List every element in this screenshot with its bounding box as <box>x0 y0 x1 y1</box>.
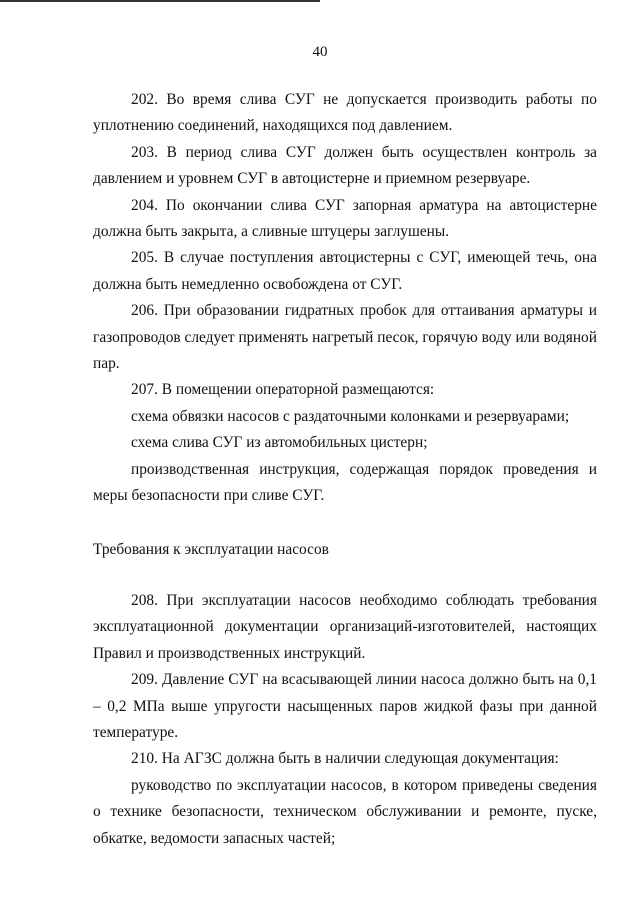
paragraph-203: 203. В период слива СУГ должен быть осуществлен контроль за давлением и уровнем СУГ в автоцистерне и приемном резервуаре. <box>93 143 597 188</box>
section-heading: Требования к эксплуатации насосов <box>93 540 329 558</box>
list-item-pump-manual: руководство по эксплуатации насосов, в котором приведены сведения о технике безопасности, техническом обслуживании и ремонте, пуске, обкатке, ведомости запасных частей; <box>93 776 597 847</box>
paragraph-206: 206. При образовании гидратных пробок для оттаивания арматуры и газопроводов следует применять нагретый песок, горячую воду или водяной пар. <box>93 302 597 373</box>
list-item-pump-scheme: схема обвязки насосов с раздаточными колонками и резервуарами; <box>131 407 570 425</box>
scan-top-edge-line <box>0 0 320 2</box>
paragraph-207: 207. В помещении операторной размещаются: <box>131 381 435 399</box>
paragraph-209: 209. Давление СУГ на всасывающей линии насоса должно быть на 0,1 – 0,2 МПа выше упругости насыщенных паров жидкой фазы при данной температуре. <box>93 671 597 741</box>
list-item-instruction: производственная инструкция, содержащая порядок проведения и меры безопасности при сливе СУГ. <box>93 460 597 505</box>
paragraph-210: 210. На АГЗС должна быть в наличии следующая документация: <box>131 750 559 768</box>
list-item-drain-scheme: схема слива СУГ из автомобильных цистерн; <box>131 434 428 452</box>
document-body <box>93 87 597 852</box>
paragraph-208: 208. При эксплуатации насосов необходимо соблюдать требования эксплуатационной документации организаций-изготовителей, настоящих Правил и производственных инструкций. <box>93 591 597 662</box>
paragraph-202: 202. Во время слива СУГ не допускается производить работы по уплотнению соединений, находящихся под давлением. <box>93 91 597 135</box>
page-number: 40 <box>312 44 328 60</box>
paragraph-204: 204. По окончании слива СУГ запорная арматура на автоцистерне должна быть закрыта, а сливные штуцеры заглушены. <box>93 196 597 241</box>
paragraph-205: 205. В случае поступления автоцистерны с СУГ, имеющей течь, она должна быть немедленно освобождена от СУГ. <box>93 249 597 293</box>
